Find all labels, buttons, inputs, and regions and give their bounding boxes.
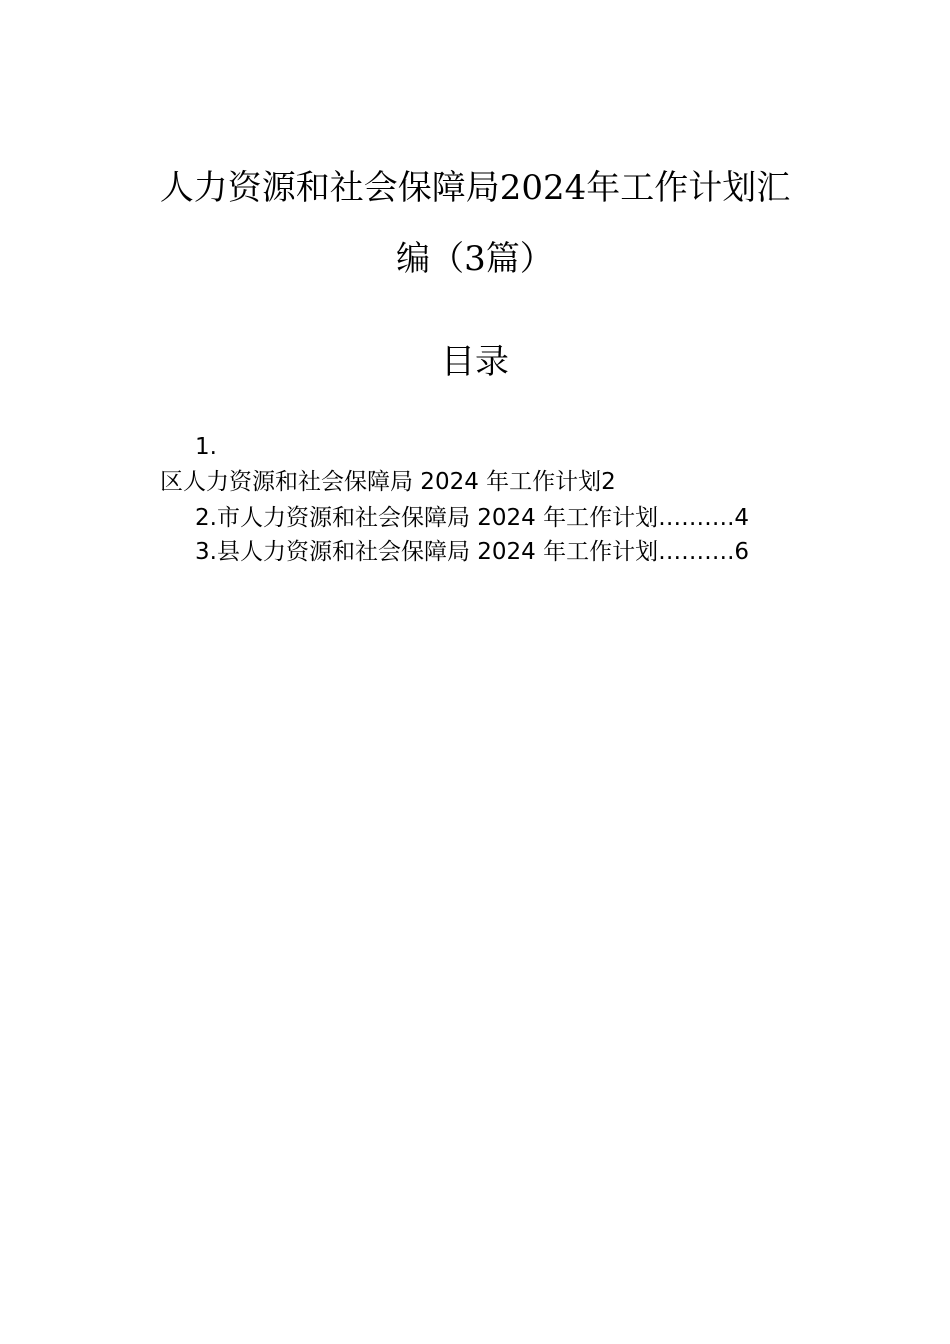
toc-entry-page: 6	[734, 539, 750, 565]
toc-entry-number: 2.	[195, 505, 217, 531]
toc-entry-leader: ……….	[658, 539, 735, 565]
toc-entry-number: 3.	[195, 539, 217, 565]
toc-entry-text: 市人力资源和社会保障局 2024 年工作计划	[216, 505, 659, 531]
title-line2-suffix: 篇）	[485, 239, 554, 279]
toc-entry-1-number: 1.	[195, 434, 217, 460]
toc-entry-2[interactable]	[195, 503, 749, 533]
toc-entry-text: 县人力资源和社会保障局 2024 年工作计划	[216, 539, 659, 565]
toc-entry-text: 区人力资源和社会保障局 2024 年工作计划	[160, 469, 602, 495]
title-prefix: 人力资源和社会保障局	[159, 168, 500, 208]
document-title-line-1	[120, 168, 830, 208]
toc-entry-leader: ……….	[658, 505, 735, 531]
toc-entry-1[interactable]	[160, 467, 616, 497]
toc-heading: 目录	[441, 342, 509, 382]
title-count: 3	[464, 239, 486, 279]
toc-entry-page: 4	[734, 505, 750, 531]
toc-entry-3[interactable]	[195, 537, 749, 567]
toc-entry-page: 2	[601, 469, 616, 495]
title-line2-prefix: 编（	[396, 239, 465, 279]
document-title-line-2	[120, 239, 830, 279]
title-suffix: 年工作计划汇	[586, 168, 791, 208]
title-year: 2024	[499, 168, 587, 208]
